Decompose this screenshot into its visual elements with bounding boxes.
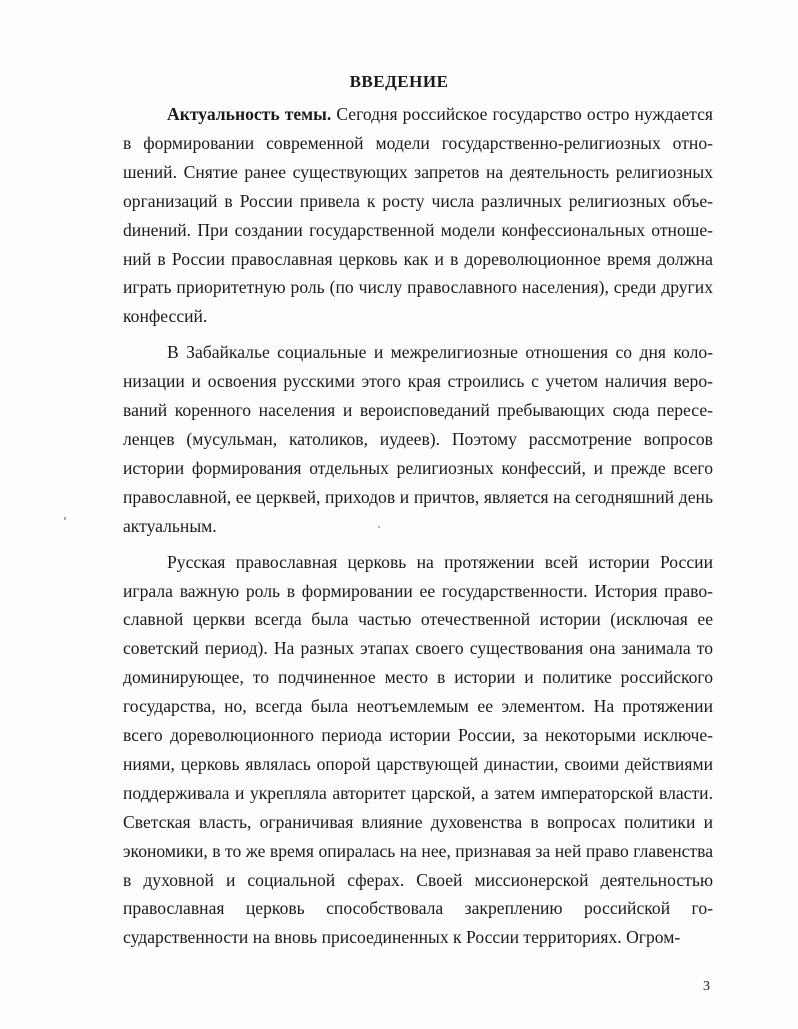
- body-text: [123, 100, 713, 959]
- scan-speck: [378, 526, 380, 528]
- paragraph-transbaikalia: [123, 338, 713, 540]
- paragraph-text: Сегодня российское государство остро нуждается в формировании современной модели государственно-религиозных отношений. Снятие ранее существующих запретов на деятельность религиозных организаций в России привела к росту числа различных религиозных объеdинений. При создании государственной модели конфессиональных отношений в России православная церковь как и в дореволюционное время должна играть приоритетную роль (по числу православного населения), среди других конфессий.: [123, 104, 713, 327]
- page-number: 3: [703, 979, 710, 994]
- section-title: ВВЕДЕНИЕ: [349, 72, 449, 91]
- paragraph-orthodox-church: [123, 548, 713, 953]
- paragraph-text: Русская православная церковь на протяжении всей истории России играла важную роль в формировании ее государственности. История православной церкви всегда была частью отечественной истории (исключая ее советский период). На разных этапах своего существования она занимала то доминирующее, то подчиненное место в истории и политике российского государства, но, всегда была неотъемлемым ее элементом. На протяжении всего дореволюционного периода истории России, за некоторыми исключениями, церковь являлась опорой царствующей династии, своими действиями поддерживала и укрепляла авторитет царской, а затем императорской власти. Светская власть, ограничивая влияние духовенства в вопросах политики и экономики, в то же время опиралась на нее, признавая за ней право главенства в духовной и социальной сферах. Своей миссионерской деятельностью православная церковь способствовала закреплению российской государственности на вновь присоединенных к России территориях. Огром-: [123, 551, 713, 948]
- paragraph-lead: Актуальность темы.: [167, 104, 332, 124]
- paragraph-text: В Забайкалье социальные и межрелигиозные отношения со дня колонизации и освоения русскими этого края строились с учетом наличия верований коренного населения и вероисповеданий пребывающих сюда переселенцев (мусульман, католиков, иудеев). Поэтому рассмотрение вопросов истории формирования отдельных религиозных конфессий, и прежде всего православной, ее церквей, приходов и причтов, является на сегодняшний день актуальным.: [123, 342, 713, 536]
- scan-speck: [64, 517, 66, 520]
- paragraph-relevance: [123, 100, 713, 331]
